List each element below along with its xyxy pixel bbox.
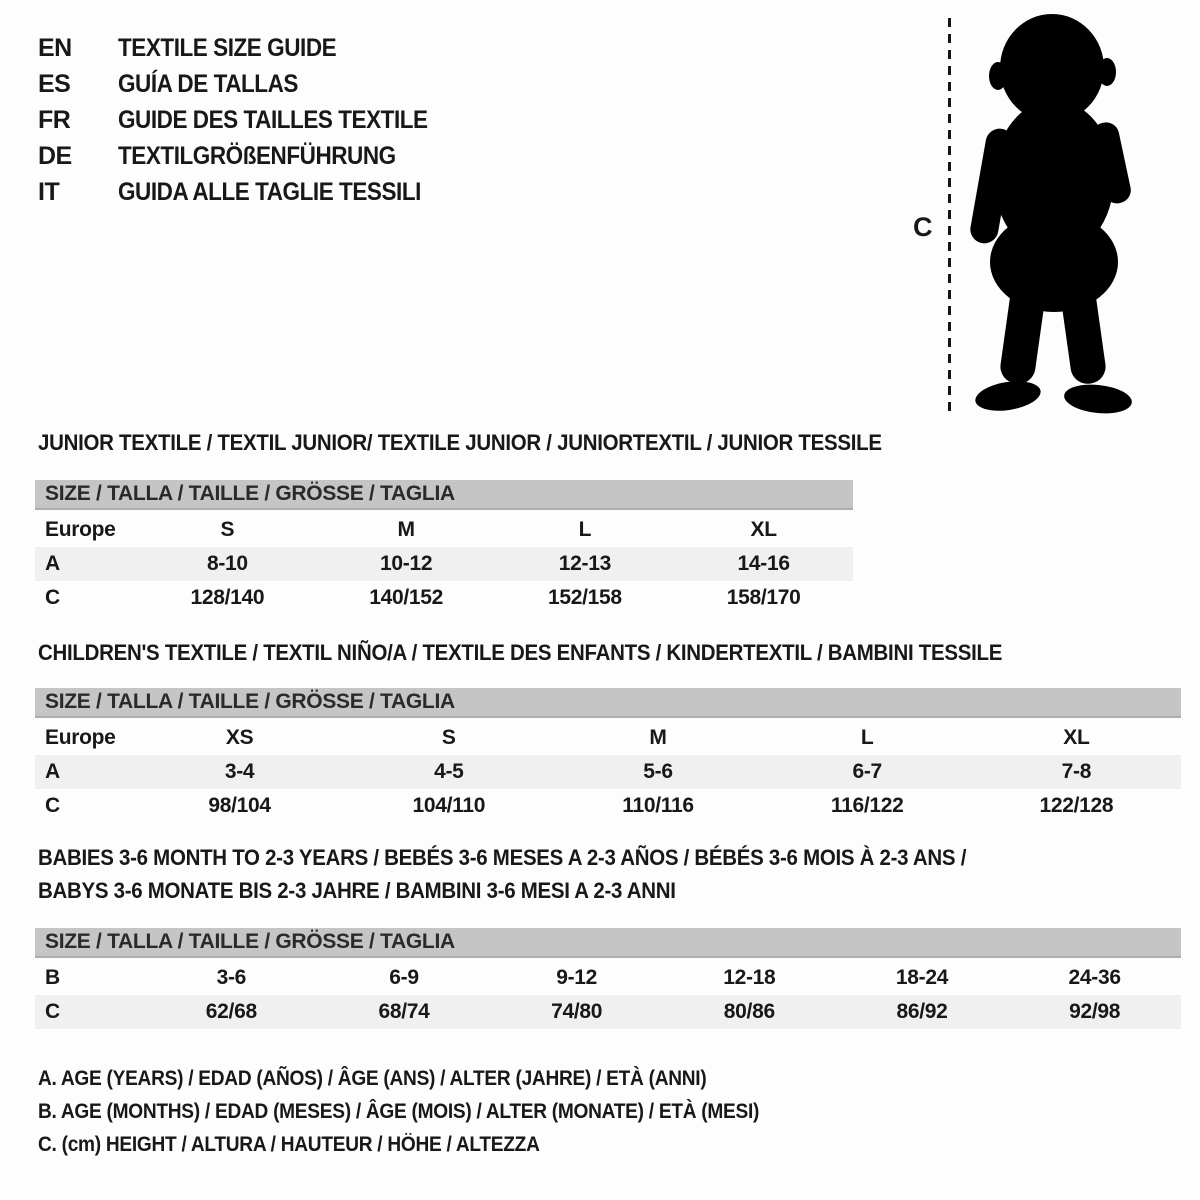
table-row-age bbox=[35, 547, 853, 581]
list-item bbox=[38, 138, 462, 174]
language-code: ES bbox=[38, 69, 71, 98]
size-header-bar: SIZE / TALLA / TAILLE / GRÖSSE / TAGLIA bbox=[35, 480, 853, 510]
value-cell: 92/98 bbox=[1069, 1000, 1121, 1023]
legend-line-b: B. AGE (MONTHS) / EDAD (MESES) / ÂGE (MOIS) / ALTER (MONATE) / ETÀ (MESI) bbox=[38, 1100, 760, 1123]
language-code: IT bbox=[38, 177, 60, 206]
row-label: A bbox=[45, 760, 60, 783]
table-row-height bbox=[35, 789, 1181, 823]
guide-title: TEXTILGRÖßENFÜHRUNG bbox=[118, 141, 396, 170]
table-row-months bbox=[35, 961, 1181, 995]
size-cell: XL bbox=[750, 518, 777, 541]
value-cell: 140/152 bbox=[369, 586, 444, 609]
value-cell: 128/140 bbox=[190, 586, 265, 609]
size-cell: L bbox=[578, 518, 592, 541]
language-code: EN bbox=[38, 33, 72, 62]
language-code: DE bbox=[38, 141, 72, 170]
measurement-legend bbox=[38, 1062, 830, 1161]
table-row-sizes bbox=[35, 721, 1181, 755]
value-cell: 116/122 bbox=[830, 794, 904, 817]
region-label: Europe bbox=[45, 518, 116, 541]
size-cell: XS bbox=[225, 726, 254, 749]
value-cell: 86/92 bbox=[896, 1000, 948, 1023]
value-cell: 62/68 bbox=[205, 1000, 257, 1023]
table-row-height bbox=[35, 581, 853, 615]
size-cell: XL bbox=[1063, 726, 1090, 749]
size-header-bar: SIZE / TALLA / TAILLE / GRÖSSE / TAGLIA bbox=[35, 928, 1181, 958]
row-label: B bbox=[45, 966, 60, 989]
value-cell: 12-18 bbox=[723, 966, 776, 989]
list-item bbox=[38, 174, 462, 210]
value-cell: 7-8 bbox=[1061, 760, 1092, 783]
size-cell: M bbox=[397, 518, 415, 541]
junior-size-table bbox=[35, 480, 853, 615]
value-cell: 10-12 bbox=[380, 552, 433, 575]
size-header-bar: SIZE / TALLA / TAILLE / GRÖSSE / TAGLIA bbox=[35, 688, 1181, 718]
section-title-children: CHILDREN'S TEXTILE / TEXTIL NIÑO/A / TEXTILE DES ENFANTS / KINDERTEXTIL / BAMBINI TESSILE bbox=[38, 640, 1003, 665]
region-label: Europe bbox=[45, 726, 116, 749]
value-cell: 122/128 bbox=[1039, 794, 1114, 817]
guide-title: TEXTILE SIZE GUIDE bbox=[118, 33, 337, 62]
section-title-babies-line2: BABYS 3-6 MONATE BIS 2-3 JAHRE / BAMBINI 3-6 MESI A 2-3 ANNI bbox=[38, 878, 676, 903]
guide-title: GUÍA DE TALLAS bbox=[118, 69, 298, 98]
children-size-table bbox=[35, 688, 1181, 823]
section-title-junior: JUNIOR TEXTILE / TEXTIL JUNIOR/ TEXTILE JUNIOR / JUNIORTEXTIL / JUNIOR TESSILE bbox=[38, 430, 882, 455]
table-row-sizes bbox=[35, 513, 853, 547]
row-label: C bbox=[45, 586, 60, 609]
value-cell: 4-5 bbox=[434, 760, 464, 783]
size-cell: S bbox=[441, 726, 456, 749]
value-cell: 9-12 bbox=[556, 966, 598, 989]
size-cell: M bbox=[649, 726, 667, 749]
value-cell: 3-4 bbox=[224, 760, 255, 783]
legend-line-c: C. (cm) HEIGHT / ALTURA / HAUTEUR / HÖHE / ALTEZZA bbox=[38, 1133, 540, 1156]
value-cell: 152/158 bbox=[547, 586, 622, 609]
row-label: A bbox=[45, 552, 60, 575]
language-title-list bbox=[38, 30, 462, 210]
value-cell: 80/86 bbox=[723, 1000, 775, 1023]
toddler-silhouette-icon bbox=[962, 12, 1144, 420]
value-cell: 5-6 bbox=[643, 760, 673, 783]
value-cell: 6-7 bbox=[852, 760, 882, 783]
value-cell: 18-24 bbox=[895, 966, 949, 989]
value-cell: 12-13 bbox=[558, 552, 611, 575]
guide-title: GUIDA ALLE TAGLIE TESSILI bbox=[118, 177, 421, 206]
value-cell: 158/170 bbox=[726, 586, 801, 609]
row-label: C bbox=[45, 1000, 60, 1023]
value-cell: 8-10 bbox=[206, 552, 248, 575]
value-cell: 110/116 bbox=[622, 794, 694, 817]
value-cell: 68/74 bbox=[378, 1000, 430, 1023]
legend-line-a: A. AGE (YEARS) / EDAD (AÑOS) / ÂGE (ANS) / ALTER (JAHRE) / ETÀ (ANNI) bbox=[38, 1067, 707, 1090]
value-cell: 6-9 bbox=[389, 966, 419, 989]
babies-size-table bbox=[35, 928, 1181, 1029]
size-cell: L bbox=[860, 726, 874, 749]
row-label: C bbox=[45, 794, 60, 817]
value-cell: 74/80 bbox=[551, 1000, 603, 1023]
value-cell: 24-36 bbox=[1068, 966, 1121, 989]
table-row-age bbox=[35, 755, 1181, 789]
value-cell: 104/110 bbox=[412, 794, 486, 817]
list-item bbox=[38, 66, 462, 102]
value-cell: 14-16 bbox=[737, 552, 790, 575]
value-cell: 98/104 bbox=[208, 794, 271, 817]
guide-title: GUIDE DES TAILLES TEXTILE bbox=[118, 105, 428, 134]
section-title-babies-line1: BABIES 3-6 MONTH TO 2-3 YEARS / BEBÉS 3-6 MESES A 2-3 AÑOS / BÉBÉS 3-6 MOIS À 2-3 ANS / bbox=[38, 845, 967, 870]
height-measure-dashed-line bbox=[948, 18, 951, 416]
language-code: FR bbox=[38, 105, 71, 134]
list-item bbox=[38, 102, 462, 138]
height-measure-label: C bbox=[913, 212, 933, 242]
size-cell: S bbox=[220, 518, 235, 541]
table-row-height bbox=[35, 995, 1181, 1029]
value-cell: 3-6 bbox=[216, 966, 247, 989]
list-item bbox=[38, 30, 462, 66]
